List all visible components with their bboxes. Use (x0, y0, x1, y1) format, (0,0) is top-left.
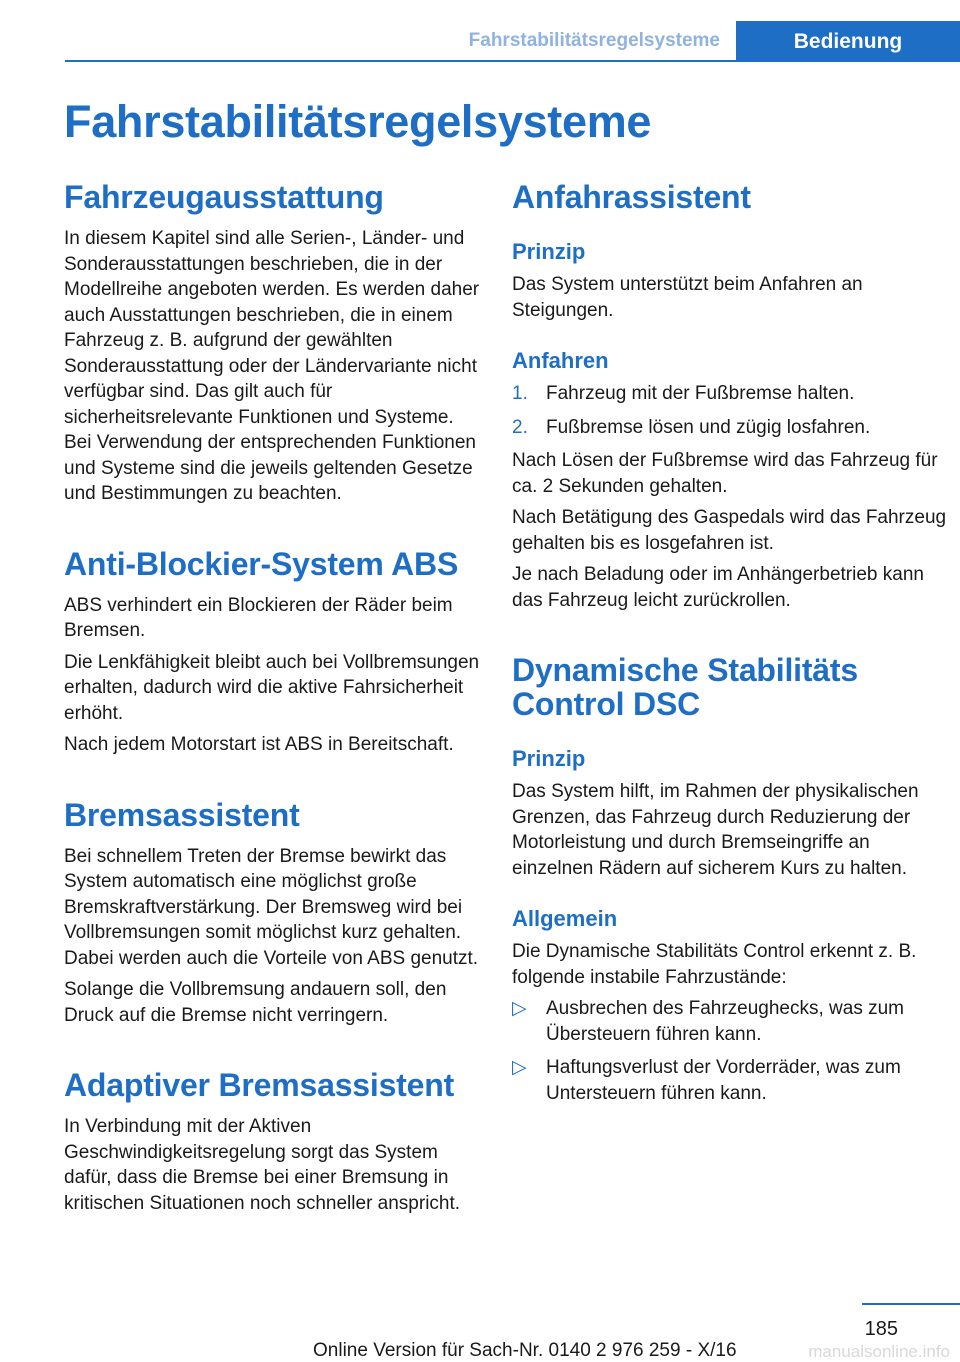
right-column (512, 180, 952, 1114)
paragraph: Die Lenkfähigkeit bleibt auch bei Vollbremsungen erhalten, dadurch wird die aktive Fahrsicherheit erhöht. (64, 651, 480, 724)
paragraph: Solange die Vollbremsung andauern soll, den Druck auf die Bremse nicht verringern. (64, 979, 447, 1026)
section-dsc (512, 653, 952, 1106)
paragraph: In Verbindung mit der Aktiven Geschwindigkeitsregelung sorgt das System dafür, dass die Bremse bei einer Bremsung in kritischen Situationen noch schneller anspricht. (64, 1116, 461, 1214)
watermark: manualsonline.info (808, 1342, 950, 1361)
section-bremsassistent (64, 798, 482, 1029)
paragraph: Bei schnellem Treten der Bremse bewirkt das System automatisch eine möglichst große Bremskraftverstärkung. Der Bremsweg wird bei Vollbremsungen somit möglichst kurz gehalten. Dabei werden auch die Vorteile von ABS genutzt. (64, 845, 479, 969)
paragraph: Nach Lösen der Fußbremse wird das Fahrzeug für ca. 2 Sekunden gehalten. (512, 450, 938, 497)
page-title: Fahrstabilitätsregelsysteme (64, 96, 652, 147)
subsection-title-prinzip: Prinzip (512, 239, 586, 264)
section-title: Fahrzeugausstattung (64, 179, 384, 215)
section-title: Anti-Blockier-System ABS (64, 545, 459, 582)
bullet-text: Ausbrechen des Fahrzeughecks, was zum Übersteuern führen kann. (546, 998, 905, 1045)
bullet-list (512, 996, 952, 1106)
paragraph: Die Dynamische Stabilitäts Control erkennt z. B. folgende instabile Fahrzustände: (512, 941, 917, 988)
header-section-label: Fahrstabilitätsregelsysteme (468, 30, 720, 51)
left-column (64, 180, 482, 1222)
paragraph: In diesem Kapitel sind alle Serien-, Länder- und Sonderausstattungen beschrieben, die in der Modellreihe angeboten werden. Es werden daher auch Ausstattungen beschrieben, die in einem Fahrzeug z. B. aufgrund der gewählten Sonderausstattung oder der Ländervariante nicht verfügbar sind. Das gilt auch für sicherheitsrelevante Funktionen und Systeme. Bei Verwendung der entsprechenden Funktionen und Systeme sind die jeweils geltenden Gesetze und Bestimmungen zu beachten. (64, 228, 480, 504)
subsection-title-allgemein: Allgemein (512, 906, 618, 931)
list-item (512, 1055, 952, 1106)
list-item (512, 996, 952, 1047)
step-text: Fußbremse lösen und zügig losfahren. (546, 416, 871, 438)
paragraph: Das System unterstützt beim Anfahren an Steigungen. (512, 274, 863, 321)
paragraph: ABS verhindert ein Blockieren der Räder beim Bremsen. (64, 594, 453, 641)
section-title: Anfahrassistent (512, 179, 751, 215)
section-anfahrassistent (512, 180, 952, 613)
footer-rule (862, 1303, 960, 1305)
list-item (512, 381, 952, 407)
list-item (512, 415, 952, 441)
section-adaptiver-bremsassistent (64, 1068, 482, 1216)
step-text: Fahrzeug mit der Fußbremse halten. (546, 383, 855, 404)
subsection-title-anfahren: Anfahren (512, 348, 609, 373)
step-number: 2. (512, 416, 528, 438)
triangle-bullet-icon: ▷ (512, 1057, 527, 1078)
online-version-note: Online Version für Sach-Nr. 0140 2 976 259 - X/16 (313, 1340, 737, 1361)
header-tab-bedienung: Bedienung (736, 21, 960, 62)
paragraph: Nach jedem Motorstart ist ABS in Bereitschaft. (64, 734, 454, 755)
paragraph: Je nach Beladung oder im Anhängerbetrieb kann das Fahrzeug leicht zurückrollen. (512, 564, 924, 611)
step-number: 1. (512, 383, 528, 404)
section-abs (64, 547, 482, 758)
page-number: 185 (864, 1318, 898, 1340)
subsection-title-prinzip: Prinzip (512, 746, 586, 771)
section-title: Dynamische Stabilitäts Control DSC (512, 652, 858, 722)
paragraph: Das System hilft, im Rahmen der physikalischen Grenzen, das Fahrzeug durch Reduzierung der Motorleistung und durch Bremseingriffe an einzelnen Rädern auf sicherem Kurs zu halten. (512, 781, 919, 879)
paragraph: Nach Betätigung des Gaspedals wird das Fahrzeug gehalten bis es losgefahren ist. (512, 507, 947, 554)
steps-list (512, 381, 952, 440)
bullet-text: Haftungsverlust der Vorderräder, was zum Untersteuern führen kann. (546, 1057, 901, 1104)
section-title: Bremsassistent (64, 796, 300, 833)
section-title: Adaptiver Bremsassistent (64, 1067, 455, 1103)
section-fahrzeugausstattung (64, 180, 482, 507)
triangle-bullet-icon: ▷ (512, 998, 527, 1019)
